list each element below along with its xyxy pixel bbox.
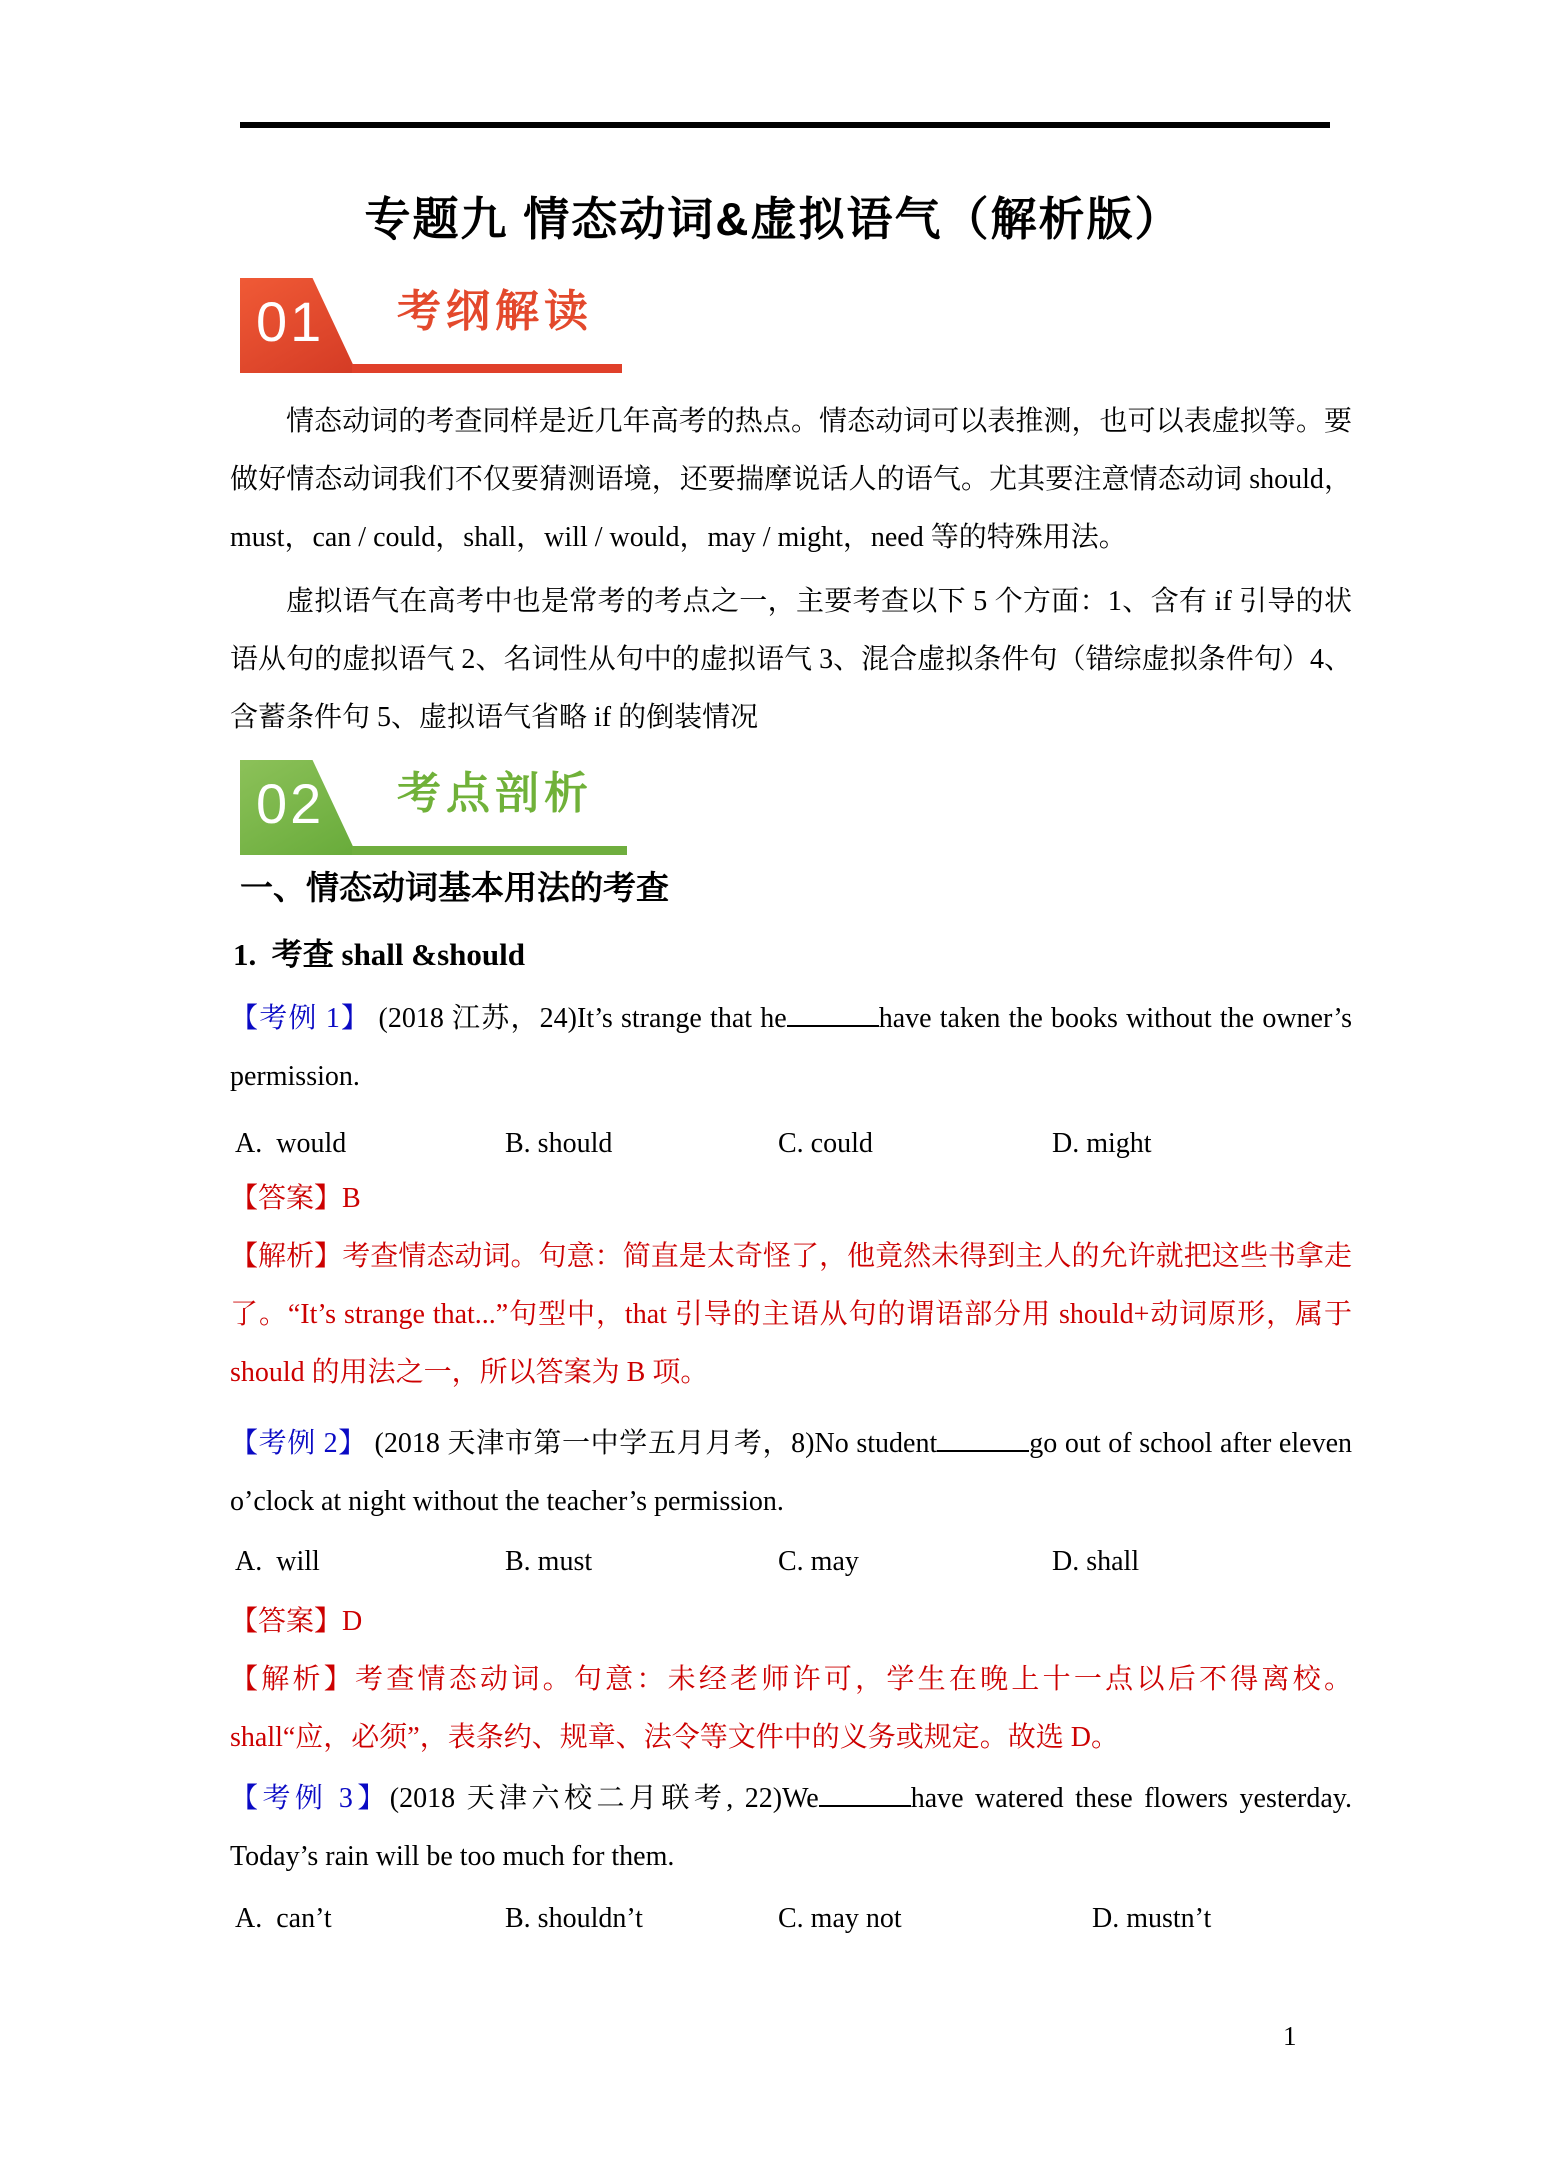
answer-tag: 【答案】 (230, 1183, 343, 1214)
answer-tag: 【答案】 (230, 1606, 343, 1637)
option-b: B. must (505, 1546, 593, 1577)
example-2-tag: 【考例 2】 (230, 1428, 367, 1459)
intro-paragraph-1: 情态动词的考查同样是近几年高考的热点。情态动词可以表推测，也可以表虚拟等。要做好情态动词我们不仅要猜测语境，还要揣摩说话人的语气。尤其要注意情态动词 should，must，can / could，shall，will / would，may / might，need 等的特殊用法。 (230, 406, 1352, 553)
analysis-text: 考查情态动词。句意：简直是太奇怪了，他竟然未得到主人的允许就把这些书拿走了。“It’s strange that...”句型中，that 引导的主语从句的谓语部分用 should+动词原形，属于 should 的用法之一，所以答案为 B 项。 (230, 1241, 1352, 1388)
analysis-tag: 【解析】 (230, 1241, 343, 1272)
section-badge-02 (240, 760, 940, 855)
option-c: C. may not (778, 1903, 902, 1934)
example-1-options (230, 1115, 1480, 1173)
example-2-options (230, 1533, 1480, 1591)
badge-number: 01 (256, 290, 325, 353)
example-1-analysis-line (230, 1228, 1352, 1402)
page-number: 1 (1283, 2021, 1297, 2051)
example-3-options (230, 1890, 1480, 1948)
section-badge-01-pos (240, 278, 940, 373)
option-a: A. will (235, 1546, 320, 1577)
answer-value: D (342, 1606, 363, 1637)
badge-number: 02 (256, 772, 325, 835)
page-title: 专题九 情态动词&虚拟语气（解析版） (364, 193, 1183, 245)
example-1-question (230, 990, 1352, 1106)
example-2-question-pre: (2018 天津市第一中学五月月考，8)No student (366, 1428, 938, 1459)
example-3-question-pre: (2018 天津六校二月联考, 22)We (389, 1783, 819, 1814)
section-heading: 一、情态动词基本用法的考查 (240, 871, 669, 907)
option-d: D. shall (1052, 1546, 1140, 1577)
example-1-question-post: have taken the books without the owner’s permission. (230, 1003, 1353, 1092)
example-2-question-post: go out of school after eleven o’clock at night without the teacher’s permission. (230, 1428, 1352, 1517)
badge-underline (352, 846, 627, 855)
option-d: D. might (1052, 1128, 1152, 1159)
subsection-heading: 1. 考查 shall &should (233, 937, 526, 972)
example-2-question (230, 1415, 1352, 1531)
top-rule (240, 122, 1330, 128)
example-3-question-post: have watered these flowers yesterday. Today’s rain will be too much for them. (230, 1783, 1352, 1872)
blank-line (819, 1777, 911, 1807)
option-a: A. can’t (235, 1903, 332, 1934)
badge-label: 考纲解读 (397, 287, 593, 336)
option-c: C. may (778, 1546, 859, 1577)
option-b: B. should (505, 1128, 613, 1159)
example-1-question-pre: (2018 江苏，24)It’s strange that he (370, 1003, 787, 1034)
answer-value: B (342, 1183, 361, 1214)
badge-label: 考点剖析 (397, 769, 593, 818)
example-2-analysis-line (230, 1651, 1352, 1767)
blank-line (787, 997, 879, 1027)
option-d: D. mustn’t (1092, 1903, 1212, 1934)
example-3-question (230, 1770, 1352, 1886)
analysis-text: 考查情态动词。句意：未经老师许可，学生在晚上十一点以后不得离校。shall“应，必须”，表条约、规章、法令等文件中的义务或规定。故选 D。 (230, 1664, 1352, 1753)
option-c: C. could (778, 1128, 873, 1159)
intro-paragraph-2: 虚拟语气在高考中也是常考的考点之一，主要考查以下 5 个方面：1、含有 if 引导的状语从句的虚拟语气 2、名词性从句中的虚拟语气 3、混合虚拟条件句（错综虚拟条件句）4、含蓄条件句 5、虚拟语气省略 if 的倒装情况 (230, 586, 1352, 733)
analysis-tag: 【解析】 (230, 1664, 356, 1695)
example-1-tag: 【考例 1】 (230, 1003, 371, 1034)
example-3-tag: 【考例 3】 (230, 1783, 390, 1814)
example-1-answer-line (230, 1170, 1352, 1228)
blank-line (937, 1422, 1029, 1452)
example-2-answer-line (230, 1593, 1352, 1651)
option-a: A. would (235, 1128, 347, 1159)
option-b: B. shouldn’t (505, 1903, 643, 1934)
